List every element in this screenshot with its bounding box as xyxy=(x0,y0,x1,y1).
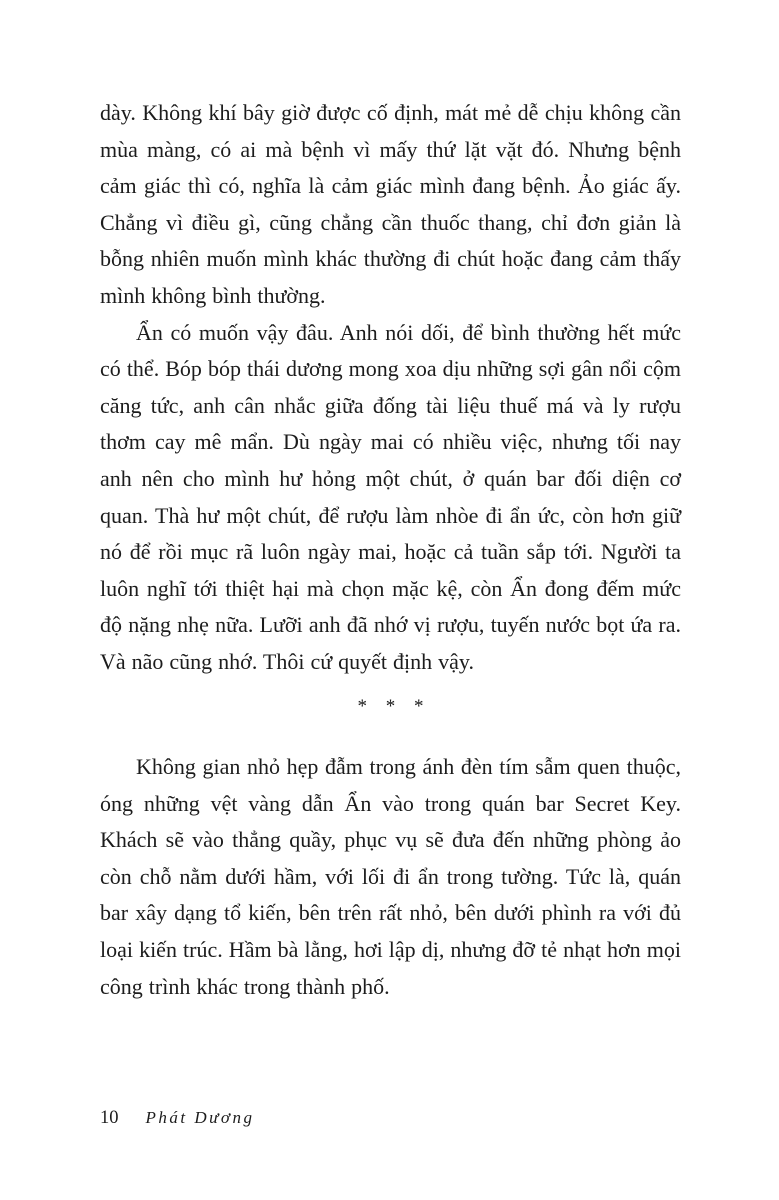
page-number: 10 xyxy=(100,1108,119,1128)
section-separator: * * * xyxy=(357,695,431,717)
paragraph: Không gian nhỏ hẹp đẫm trong ánh đèn tím sẫm quen thuộc, óng những vệt vàng dẫn Ẩn vào trong quán bar Secret Key. Khách sẽ vào thẳng quầy, phục vụ sẽ đưa đến những phòng ảo còn chỗ nằm dưới hầm, với lối đi ẩn trong tường. Tức là, quán bar xây dạng tổ kiến, bên trên rất nhỏ, bên dưới phình ra với đủ loại kiến trúc. Hầm bà lằng, hơi lập dị, nhưng đỡ tẻ nhạt hơn mọi công trình khác trong thành phố. xyxy=(100,754,681,999)
paragraph-continuation: dày. Không khí bây giờ được cố định, mát mẻ dễ chịu không cần mùa màng, có ai mà bệnh vì mấy thứ lặt vặt đó. Nhưng bệnh cảm giác thì có, nghĩa là cảm giác mình đang bệnh. Ảo giác ấy. Chẳng vì điều gì, cũng chẳng cần thuốc thang, chỉ đơn giản là bỗng nhiên muốn mình khác thường đi chút hoặc đang cảm thấy mình không bình thường. xyxy=(100,100,681,308)
book-page xyxy=(100,95,681,1005)
running-footer-author: Phát Dương xyxy=(145,1108,255,1127)
paragraph: Ẩn có muốn vậy đâu. Anh nói dối, để bình thường hết mức có thể. Bóp bóp thái dương mong xoa dịu những sợi gân nổi cộm căng tức, anh cân nhắc giữa đống tài liệu thuế má và ly rượu thơm cay mê mẩn. Dù ngày mai có nhiều việc, nhưng tối nay anh nên cho mình hư hỏng một chút, ở quán bar đối diện cơ quan. Thà hư một chút, để rượu làm nhòe đi ẩn ức, còn hơn giữ nó để rồi mục rã luôn ngày mai, hoặc cả tuần sắp tới. Người ta luôn nghĩ tới thiệt hại mà chọn mặc kệ, còn Ẩn đong đếm mức độ nặng nhẹ nữa. Lưỡi anh đã nhớ vị rượu, tuyến nước bọt ứa ra. Và não cũng nhớ. Thôi cứ quyết định vậy. xyxy=(100,319,681,674)
page-footer xyxy=(100,1108,681,1129)
